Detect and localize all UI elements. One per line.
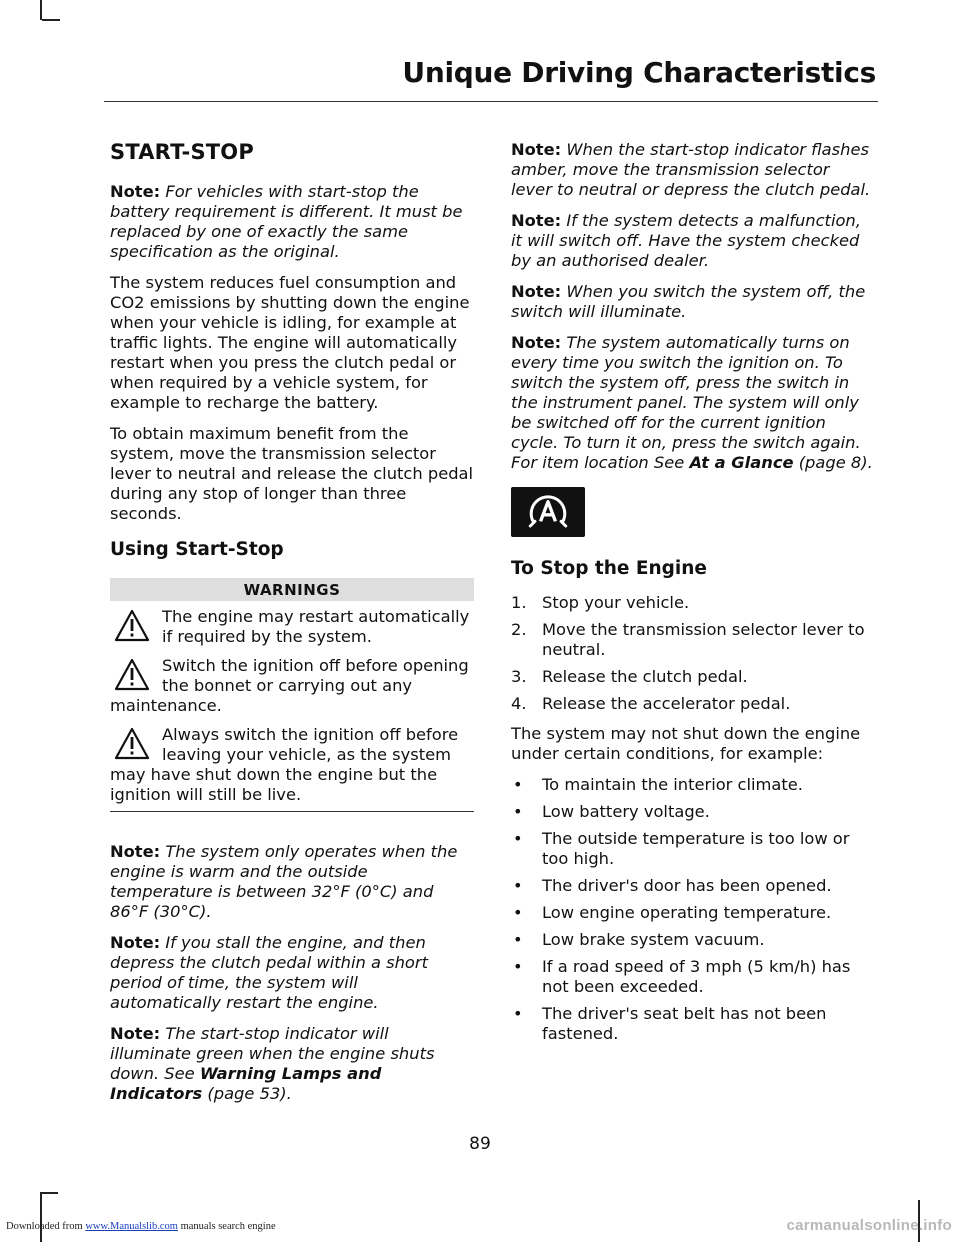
note-battery bbox=[110, 182, 474, 262]
note-text: The start-stop indicator will illuminate green when the engine shuts down. See bbox=[110, 1024, 435, 1083]
list-item: • The outside temperature is too low or too high. bbox=[513, 829, 850, 868]
note-stall bbox=[110, 933, 474, 1013]
warning-item bbox=[110, 656, 474, 716]
header-rule bbox=[104, 101, 878, 102]
note-label: Note: bbox=[511, 140, 562, 159]
manualslib-link[interactable]: www.Manualslib.com bbox=[85, 1221, 178, 1232]
section-heading: START-STOP bbox=[110, 140, 254, 164]
note-automatic-on bbox=[511, 333, 875, 473]
note-label: Note: bbox=[110, 842, 161, 861]
list-item: 1. Stop your vehicle. bbox=[511, 593, 690, 612]
steps-list bbox=[511, 593, 875, 714]
cross-reference-link[interactable]: At a Glance bbox=[689, 453, 794, 472]
conditions-list bbox=[511, 775, 875, 1044]
list-item: • Low engine operating temperature. bbox=[513, 903, 832, 922]
note-label: Note: bbox=[110, 933, 161, 952]
subheading-using-start-stop: Using Start-Stop bbox=[110, 539, 284, 560]
paragraph-conditions: The system may not shut down the engine under certain conditions, for example: bbox=[511, 724, 861, 763]
note-text: For vehicles with start-stop the battery requirement is different. It must be replaced by one of exactly the same specification as the original. bbox=[110, 182, 463, 261]
note-indicator-green bbox=[110, 1024, 474, 1104]
list-item: • Low brake system vacuum. bbox=[513, 930, 765, 949]
crop-mark-bottom-left-vertical bbox=[40, 1192, 42, 1242]
cross-reference-link[interactable]: Warning Lamps and Indicators bbox=[110, 1064, 382, 1103]
list-item: • To maintain the interior climate. bbox=[513, 775, 803, 794]
warning-text: Switch the ignition off before opening the bonnet or carrying out any maintenance. bbox=[110, 656, 469, 715]
list-item: • The driver's door has been opened. bbox=[513, 876, 832, 895]
note-text-suffix: (page 53). bbox=[202, 1084, 292, 1103]
crop-mark-top-left-horizontal bbox=[42, 19, 60, 21]
note-text-suffix: (page 8). bbox=[793, 453, 873, 472]
crop-mark-top-left-vertical bbox=[40, 0, 42, 20]
note-label: Note: bbox=[110, 182, 161, 201]
note-malfunction bbox=[511, 211, 875, 271]
note-text: The system only operates when the engine is warm and the outside temperature is between 32°F (0°C) and 86°F (30°C). bbox=[110, 842, 458, 921]
left-column bbox=[110, 140, 474, 1115]
download-footer: Downloaded from www.Manualslib.com manuals search engine bbox=[6, 1221, 276, 1232]
note-text: If you stall the engine, and then depress the clutch pedal within a short period of time, the system will automatically restart the engine. bbox=[110, 933, 428, 1012]
note-text: When the start-stop indicator flashes amber, move the transmission selector lever to neutral or depress the clutch pedal. bbox=[511, 140, 871, 199]
warnings-header: WARNINGS bbox=[110, 578, 474, 601]
note-text: The system automatically turns on every time you switch the ignition on. To switch the system off, press the switch in the instrument panel. The system will only be switched off for the current ignition cycle. To turn it on, press the switch again. For item location See bbox=[511, 333, 861, 472]
list-item: • If a road speed of 3 mph (5 km/h) has not been exceeded. bbox=[513, 957, 851, 996]
list-item: • The driver's seat belt has not been fastened. bbox=[513, 1004, 827, 1043]
note-label: Note: bbox=[110, 1024, 161, 1043]
page-number: 89 bbox=[469, 1134, 491, 1154]
note-label: Note: bbox=[511, 211, 562, 230]
right-column bbox=[511, 140, 875, 1051]
crop-mark-bottom-left-horizontal bbox=[42, 1192, 58, 1194]
warning-triangle-icon bbox=[114, 609, 154, 645]
warning-item bbox=[110, 725, 474, 812]
list-item: 2. Move the transmission selector lever to neutral. bbox=[511, 620, 865, 659]
note-operating-temperature bbox=[110, 842, 474, 922]
warning-text: Always switch the ignition off before leaving your vehicle, as the system may have shut down the engine but the ignition will still be live. bbox=[110, 725, 459, 804]
start-stop-auto-a-icon bbox=[511, 487, 585, 537]
running-header-title: Unique Driving Characteristics bbox=[402, 56, 876, 89]
warning-triangle-icon bbox=[114, 658, 154, 694]
list-item: 4. Release the accelerator pedal. bbox=[511, 694, 791, 713]
paragraph-system-description: The system reduces fuel consumption and CO2 emissions by shutting down the engine when your vehicle is idling, for example at traffic lights. The engine will automatically restart when you press the clutch pedal or when required by a vehicle system, for example to recharge the battery. bbox=[110, 273, 470, 412]
note-label: Note: bbox=[511, 282, 562, 301]
watermark-logo: carmanualsonline.info bbox=[786, 1217, 952, 1234]
warning-item bbox=[110, 607, 474, 647]
note-text: When you switch the system off, the switch will illuminate. bbox=[511, 282, 866, 321]
note-indicator-amber bbox=[511, 140, 875, 200]
warning-triangle-icon bbox=[114, 727, 154, 763]
paragraph-maximum-benefit: To obtain maximum benefit from the system, move the transmission selector lever to neutral and release the clutch pedal during any stop of longer than three seconds. bbox=[110, 424, 474, 523]
warning-text: The engine may restart automatically if required by the system. bbox=[162, 607, 470, 646]
list-item: 3. Release the clutch pedal. bbox=[511, 667, 748, 686]
note-switch-illuminate bbox=[511, 282, 875, 322]
list-item: • Low battery voltage. bbox=[513, 802, 710, 821]
note-label: Note: bbox=[511, 333, 562, 352]
note-text: If the system detects a malfunction, it will switch off. Have the system checked by an authorised dealer. bbox=[511, 211, 861, 270]
subheading-to-stop-the-engine: To Stop the Engine bbox=[511, 558, 707, 579]
